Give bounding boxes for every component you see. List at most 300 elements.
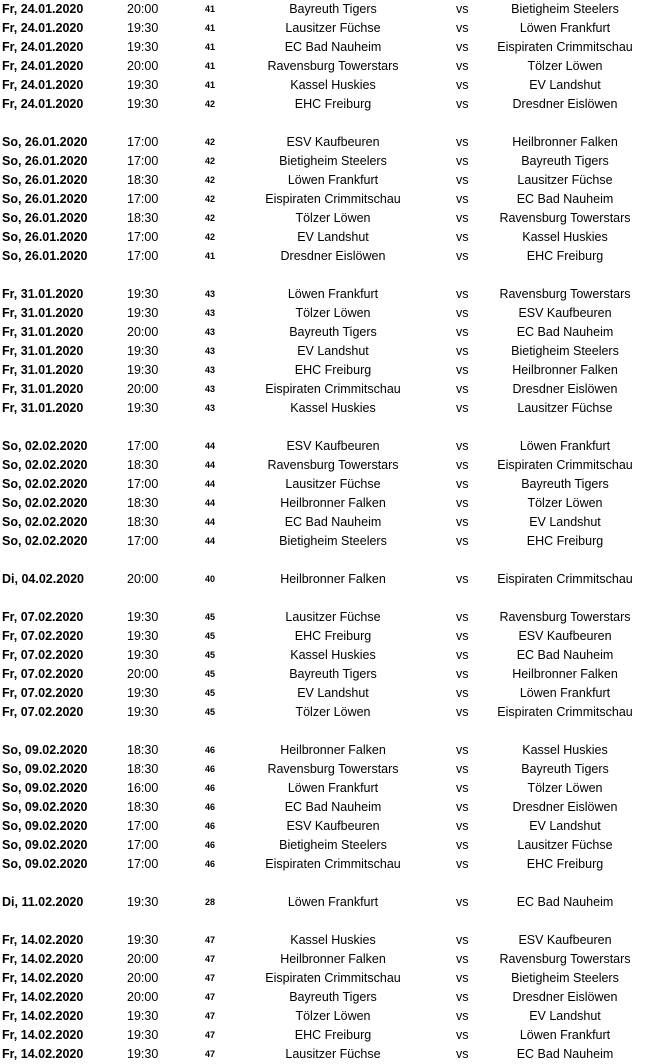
table-row <box>0 627 660 646</box>
vs-cell: vs <box>456 135 469 149</box>
home-team-cell: ESV Kaufbeuren <box>286 135 380 149</box>
round-cell: 46 <box>205 821 216 831</box>
time-cell: 19:30 <box>127 40 159 54</box>
time-cell: 19:30 <box>127 344 159 358</box>
home-team-cell: Bietigheim Steelers <box>279 154 387 168</box>
away-team-cell: EV Landshut <box>529 515 601 529</box>
table-row <box>0 969 660 988</box>
time-cell: 19:30 <box>127 629 159 643</box>
away-team-cell: EV Landshut <box>529 1009 601 1023</box>
table-row <box>0 95 660 114</box>
table-row <box>0 855 660 874</box>
vs-cell: vs <box>456 439 469 453</box>
time-cell: 17:00 <box>127 838 159 852</box>
time-cell: 19:30 <box>127 1047 159 1061</box>
vs-cell: vs <box>456 895 469 909</box>
round-cell: 44 <box>205 479 216 489</box>
vs-cell: vs <box>456 21 469 35</box>
group-spacer <box>0 589 660 608</box>
round-cell: 44 <box>205 498 216 508</box>
table-row <box>0 456 660 475</box>
date-cell: Fr, 07.02.2020 <box>2 610 84 624</box>
time-cell: 19:30 <box>127 287 159 301</box>
away-team-cell: Ravensburg Towerstars <box>499 211 631 225</box>
round-cell: 42 <box>205 99 216 109</box>
time-cell: 19:30 <box>127 1009 159 1023</box>
away-team-cell: Löwen Frankfurt <box>519 21 611 35</box>
home-team-cell: EC Bad Nauheim <box>284 40 382 54</box>
away-team-cell: Tölzer Löwen <box>527 496 603 510</box>
round-cell: 41 <box>205 4 216 14</box>
home-team-cell: Löwen Frankfurt <box>287 173 379 187</box>
date-cell: Fr, 31.01.2020 <box>2 382 84 396</box>
group-spacer <box>0 722 660 741</box>
table-row <box>0 57 660 76</box>
table-row <box>0 779 660 798</box>
date-cell: So, 02.02.2020 <box>2 458 88 472</box>
vs-cell: vs <box>456 534 469 548</box>
date-cell: Fr, 14.02.2020 <box>2 990 84 1004</box>
away-team-cell: Dresdner Eislöwen <box>512 382 618 396</box>
time-cell: 18:30 <box>127 515 159 529</box>
table-row <box>0 893 660 912</box>
time-cell: 19:30 <box>127 401 159 415</box>
home-team-cell: Tölzer Löwen <box>295 705 371 719</box>
vs-cell: vs <box>456 363 469 377</box>
vs-cell: vs <box>456 686 469 700</box>
vs-cell: vs <box>456 249 469 263</box>
vs-cell: vs <box>456 2 469 16</box>
away-team-cell: EC Bad Nauheim <box>516 648 614 662</box>
date-cell: So, 02.02.2020 <box>2 515 88 529</box>
date-cell: Fr, 07.02.2020 <box>2 648 84 662</box>
time-cell: 19:30 <box>127 306 159 320</box>
date-cell: So, 09.02.2020 <box>2 838 88 852</box>
home-team-cell: Tölzer Löwen <box>295 1009 371 1023</box>
away-team-cell: Dresdner Eislöwen <box>512 990 618 1004</box>
away-team-cell: Eispiraten Crimmitschau <box>497 458 633 472</box>
vs-cell: vs <box>456 819 469 833</box>
vs-cell: vs <box>456 800 469 814</box>
round-cell: 47 <box>205 973 216 983</box>
away-team-cell: Bayreuth Tigers <box>521 477 609 491</box>
group-spacer <box>0 551 660 570</box>
date-cell: Fr, 24.01.2020 <box>2 40 84 54</box>
away-team-cell: Lausitzer Füchse <box>517 401 613 415</box>
vs-cell: vs <box>456 173 469 187</box>
date-cell: Di, 11.02.2020 <box>2 895 84 909</box>
date-cell: Fr, 24.01.2020 <box>2 59 84 73</box>
table-row <box>0 1007 660 1026</box>
home-team-cell: EC Bad Nauheim <box>284 800 382 814</box>
home-team-cell: Ravensburg Towerstars <box>267 762 399 776</box>
away-team-cell: Bietigheim Steelers <box>511 2 619 16</box>
date-cell: Fr, 14.02.2020 <box>2 1047 84 1061</box>
table-row <box>0 817 660 836</box>
away-team-cell: Bayreuth Tigers <box>521 762 609 776</box>
vs-cell: vs <box>456 1028 469 1042</box>
round-cell: 41 <box>205 80 216 90</box>
vs-cell: vs <box>456 572 469 586</box>
time-cell: 19:30 <box>127 21 159 35</box>
date-cell: So, 26.01.2020 <box>2 173 88 187</box>
round-cell: 46 <box>205 745 216 755</box>
home-team-cell: ESV Kaufbeuren <box>286 819 380 833</box>
round-cell: 45 <box>205 650 216 660</box>
home-team-cell: Heilbronner Falken <box>280 743 386 757</box>
time-cell: 19:30 <box>127 97 159 111</box>
round-cell: 44 <box>205 460 216 470</box>
time-cell: 20:00 <box>127 2 159 16</box>
away-team-cell: Löwen Frankfurt <box>519 1028 611 1042</box>
home-team-cell: Lausitzer Füchse <box>285 21 381 35</box>
home-team-cell: EHC Freiburg <box>294 363 372 377</box>
away-team-cell: Bietigheim Steelers <box>511 344 619 358</box>
table-row <box>0 570 660 589</box>
round-cell: 46 <box>205 840 216 850</box>
time-cell: 17:00 <box>127 249 159 263</box>
time-cell: 18:30 <box>127 458 159 472</box>
date-cell: Fr, 24.01.2020 <box>2 78 84 92</box>
time-cell: 20:00 <box>127 59 159 73</box>
time-cell: 19:30 <box>127 895 159 909</box>
vs-cell: vs <box>456 990 469 1004</box>
table-row <box>0 494 660 513</box>
date-cell: So, 09.02.2020 <box>2 781 88 795</box>
round-cell: 42 <box>205 175 216 185</box>
table-row <box>0 513 660 532</box>
away-team-cell: Eispiraten Crimmitschau <box>497 40 633 54</box>
vs-cell: vs <box>456 325 469 339</box>
date-cell: So, 02.02.2020 <box>2 496 88 510</box>
date-cell: Fr, 31.01.2020 <box>2 401 84 415</box>
table-row <box>0 342 660 361</box>
date-cell: Fr, 14.02.2020 <box>2 933 84 947</box>
time-cell: 20:00 <box>127 667 159 681</box>
away-team-cell: ESV Kaufbeuren <box>518 306 612 320</box>
home-team-cell: EV Landshut <box>297 230 369 244</box>
table-row <box>0 988 660 1007</box>
away-team-cell: Bietigheim Steelers <box>511 971 619 985</box>
vs-cell: vs <box>456 515 469 529</box>
away-team-cell: EHC Freiburg <box>526 857 604 871</box>
home-team-cell: Kassel Huskies <box>290 933 376 947</box>
date-cell: So, 26.01.2020 <box>2 249 88 263</box>
time-cell: 17:00 <box>127 192 159 206</box>
home-team-cell: Bayreuth Tigers <box>289 325 377 339</box>
time-cell: 17:00 <box>127 135 159 149</box>
date-cell: So, 02.02.2020 <box>2 439 88 453</box>
vs-cell: vs <box>456 952 469 966</box>
date-cell: Fr, 07.02.2020 <box>2 667 84 681</box>
vs-cell: vs <box>456 629 469 643</box>
home-team-cell: EHC Freiburg <box>294 629 372 643</box>
table-row <box>0 931 660 950</box>
round-cell: 40 <box>205 574 216 584</box>
vs-cell: vs <box>456 382 469 396</box>
date-cell: Fr, 14.02.2020 <box>2 1028 84 1042</box>
round-cell: 45 <box>205 707 216 717</box>
away-team-cell: Eispiraten Crimmitschau <box>497 572 633 586</box>
date-cell: Fr, 31.01.2020 <box>2 344 84 358</box>
away-team-cell: EV Landshut <box>529 78 601 92</box>
vs-cell: vs <box>456 781 469 795</box>
home-team-cell: Eispiraten Crimmitschau <box>265 192 401 206</box>
round-cell: 47 <box>205 954 216 964</box>
time-cell: 20:00 <box>127 325 159 339</box>
round-cell: 45 <box>205 631 216 641</box>
home-team-cell: Löwen Frankfurt <box>287 287 379 301</box>
time-cell: 19:30 <box>127 610 159 624</box>
home-team-cell: Kassel Huskies <box>290 78 376 92</box>
vs-cell: vs <box>456 230 469 244</box>
date-cell: Fr, 07.02.2020 <box>2 686 84 700</box>
time-cell: 19:30 <box>127 648 159 662</box>
round-cell: 46 <box>205 802 216 812</box>
date-cell: Fr, 14.02.2020 <box>2 971 84 985</box>
home-team-cell: ESV Kaufbeuren <box>286 439 380 453</box>
home-team-cell: EV Landshut <box>297 686 369 700</box>
vs-cell: vs <box>456 610 469 624</box>
round-cell: 41 <box>205 23 216 33</box>
vs-cell: vs <box>456 211 469 225</box>
table-row <box>0 380 660 399</box>
table-row <box>0 684 660 703</box>
time-cell: 19:30 <box>127 1028 159 1042</box>
vs-cell: vs <box>456 496 469 510</box>
vs-cell: vs <box>456 971 469 985</box>
away-team-cell: EC Bad Nauheim <box>516 1047 614 1061</box>
time-cell: 19:30 <box>127 705 159 719</box>
home-team-cell: Lausitzer Füchse <box>285 1047 381 1061</box>
table-row <box>0 19 660 38</box>
round-cell: 46 <box>205 859 216 869</box>
time-cell: 20:00 <box>127 971 159 985</box>
round-cell: 47 <box>205 992 216 1002</box>
time-cell: 17:00 <box>127 154 159 168</box>
away-team-cell: ESV Kaufbeuren <box>518 933 612 947</box>
date-cell: So, 26.01.2020 <box>2 192 88 206</box>
home-team-cell: Bayreuth Tigers <box>289 667 377 681</box>
round-cell: 44 <box>205 441 216 451</box>
time-cell: 18:30 <box>127 762 159 776</box>
round-cell: 43 <box>205 327 216 337</box>
table-row <box>0 437 660 456</box>
date-cell: Fr, 07.02.2020 <box>2 705 84 719</box>
date-cell: Fr, 07.02.2020 <box>2 629 84 643</box>
vs-cell: vs <box>456 40 469 54</box>
home-team-cell: Löwen Frankfurt <box>287 895 379 909</box>
time-cell: 16:00 <box>127 781 159 795</box>
table-row <box>0 152 660 171</box>
time-cell: 17:00 <box>127 534 159 548</box>
home-team-cell: Kassel Huskies <box>290 648 376 662</box>
round-cell: 47 <box>205 935 216 945</box>
away-team-cell: EHC Freiburg <box>526 534 604 548</box>
table-row <box>0 665 660 684</box>
date-cell: Di, 04.02.2020 <box>2 572 85 586</box>
round-cell: 42 <box>205 137 216 147</box>
group-spacer <box>0 114 660 133</box>
home-team-cell: EC Bad Nauheim <box>284 515 382 529</box>
home-team-cell: Lausitzer Füchse <box>285 610 381 624</box>
vs-cell: vs <box>456 59 469 73</box>
vs-cell: vs <box>456 458 469 472</box>
table-row <box>0 304 660 323</box>
table-row <box>0 1026 660 1045</box>
date-cell: So, 26.01.2020 <box>2 230 88 244</box>
date-cell: Fr, 24.01.2020 <box>2 2 84 16</box>
away-team-cell: EHC Freiburg <box>526 249 604 263</box>
round-cell: 47 <box>205 1030 216 1040</box>
away-team-cell: Dresdner Eislöwen <box>512 97 618 111</box>
round-cell: 42 <box>205 213 216 223</box>
away-team-cell: ESV Kaufbeuren <box>518 629 612 643</box>
table-row <box>0 608 660 627</box>
round-cell: 46 <box>205 764 216 774</box>
round-cell: 46 <box>205 783 216 793</box>
vs-cell: vs <box>456 667 469 681</box>
vs-cell: vs <box>456 743 469 757</box>
round-cell: 42 <box>205 194 216 204</box>
round-cell: 44 <box>205 536 216 546</box>
table-row <box>0 361 660 380</box>
home-team-cell: Heilbronner Falken <box>280 952 386 966</box>
home-team-cell: Bietigheim Steelers <box>279 838 387 852</box>
table-row <box>0 323 660 342</box>
time-cell: 18:30 <box>127 173 159 187</box>
round-cell: 45 <box>205 612 216 622</box>
group-spacer <box>0 418 660 437</box>
date-cell: Fr, 14.02.2020 <box>2 952 84 966</box>
away-team-cell: Bayreuth Tigers <box>521 154 609 168</box>
date-cell: So, 02.02.2020 <box>2 534 88 548</box>
vs-cell: vs <box>456 933 469 947</box>
date-cell: So, 26.01.2020 <box>2 135 88 149</box>
table-row <box>0 1045 660 1064</box>
home-team-cell: Dresdner Eislöwen <box>280 249 386 263</box>
table-row <box>0 399 660 418</box>
table-row <box>0 0 660 19</box>
time-cell: 17:00 <box>127 439 159 453</box>
home-team-cell: EV Landshut <box>297 344 369 358</box>
home-team-cell: Eispiraten Crimmitschau <box>265 382 401 396</box>
round-cell: 43 <box>205 365 216 375</box>
round-cell: 47 <box>205 1049 216 1059</box>
away-team-cell: Tölzer Löwen <box>527 781 603 795</box>
time-cell: 19:30 <box>127 686 159 700</box>
time-cell: 18:30 <box>127 496 159 510</box>
away-team-cell: Löwen Frankfurt <box>519 439 611 453</box>
away-team-cell: Eispiraten Crimmitschau <box>497 705 633 719</box>
time-cell: 19:30 <box>127 933 159 947</box>
date-cell: So, 09.02.2020 <box>2 800 88 814</box>
group-spacer <box>0 266 660 285</box>
round-cell: 47 <box>205 1011 216 1021</box>
away-team-cell: Heilbronner Falken <box>512 135 618 149</box>
away-team-cell: EC Bad Nauheim <box>516 325 614 339</box>
vs-cell: vs <box>456 838 469 852</box>
date-cell: So, 09.02.2020 <box>2 743 88 757</box>
away-team-cell: Heilbronner Falken <box>512 667 618 681</box>
date-cell: Fr, 24.01.2020 <box>2 21 84 35</box>
table-row <box>0 646 660 665</box>
round-cell: 28 <box>205 897 216 907</box>
round-cell: 42 <box>205 156 216 166</box>
round-cell: 42 <box>205 232 216 242</box>
time-cell: 17:00 <box>127 230 159 244</box>
home-team-cell: Tölzer Löwen <box>295 306 371 320</box>
away-team-cell: Dresdner Eislöwen <box>512 800 618 814</box>
date-cell: Fr, 31.01.2020 <box>2 306 84 320</box>
home-team-cell: EHC Freiburg <box>294 97 372 111</box>
table-row <box>0 798 660 817</box>
round-cell: 41 <box>205 42 216 52</box>
home-team-cell: Tölzer Löwen <box>295 211 371 225</box>
time-cell: 20:00 <box>127 990 159 1004</box>
date-cell: So, 09.02.2020 <box>2 819 88 833</box>
date-cell: Fr, 24.01.2020 <box>2 97 84 111</box>
table-row <box>0 950 660 969</box>
away-team-cell: Kassel Huskies <box>522 230 608 244</box>
table-row <box>0 475 660 494</box>
time-cell: 17:00 <box>127 819 159 833</box>
away-team-cell: Lausitzer Füchse <box>517 838 613 852</box>
time-cell: 20:00 <box>127 952 159 966</box>
home-team-cell: Eispiraten Crimmitschau <box>265 971 401 985</box>
away-team-cell: Kassel Huskies <box>522 743 608 757</box>
round-cell: 43 <box>205 403 216 413</box>
away-team-cell: EC Bad Nauheim <box>516 895 614 909</box>
round-cell: 43 <box>205 346 216 356</box>
vs-cell: vs <box>456 705 469 719</box>
date-cell: So, 26.01.2020 <box>2 211 88 225</box>
round-cell: 43 <box>205 308 216 318</box>
group-spacer <box>0 912 660 931</box>
home-team-cell: Heilbronner Falken <box>280 572 386 586</box>
vs-cell: vs <box>456 857 469 871</box>
table-row <box>0 247 660 266</box>
home-team-cell: Eispiraten Crimmitschau <box>265 857 401 871</box>
away-team-cell: Lausitzer Füchse <box>517 173 613 187</box>
away-team-cell: Ravensburg Towerstars <box>499 952 631 966</box>
vs-cell: vs <box>456 401 469 415</box>
home-team-cell: Ravensburg Towerstars <box>267 59 399 73</box>
vs-cell: vs <box>456 97 469 111</box>
vs-cell: vs <box>456 477 469 491</box>
vs-cell: vs <box>456 344 469 358</box>
date-cell: Fr, 31.01.2020 <box>2 363 84 377</box>
round-cell: 44 <box>205 517 216 527</box>
home-team-cell: Ravensburg Towerstars <box>267 458 399 472</box>
home-team-cell: Kassel Huskies <box>290 401 376 415</box>
vs-cell: vs <box>456 154 469 168</box>
away-team-cell: EV Landshut <box>529 819 601 833</box>
time-cell: 20:00 <box>127 382 159 396</box>
time-cell: 20:00 <box>127 572 159 586</box>
time-cell: 18:30 <box>127 800 159 814</box>
home-team-cell: Löwen Frankfurt <box>287 781 379 795</box>
table-row <box>0 741 660 760</box>
time-cell: 19:30 <box>127 78 159 92</box>
vs-cell: vs <box>456 1047 469 1061</box>
vs-cell: vs <box>456 192 469 206</box>
away-team-cell: Tölzer Löwen <box>527 59 603 73</box>
home-team-cell: Lausitzer Füchse <box>285 477 381 491</box>
table-row <box>0 38 660 57</box>
round-cell: 45 <box>205 669 216 679</box>
time-cell: 18:30 <box>127 743 159 757</box>
